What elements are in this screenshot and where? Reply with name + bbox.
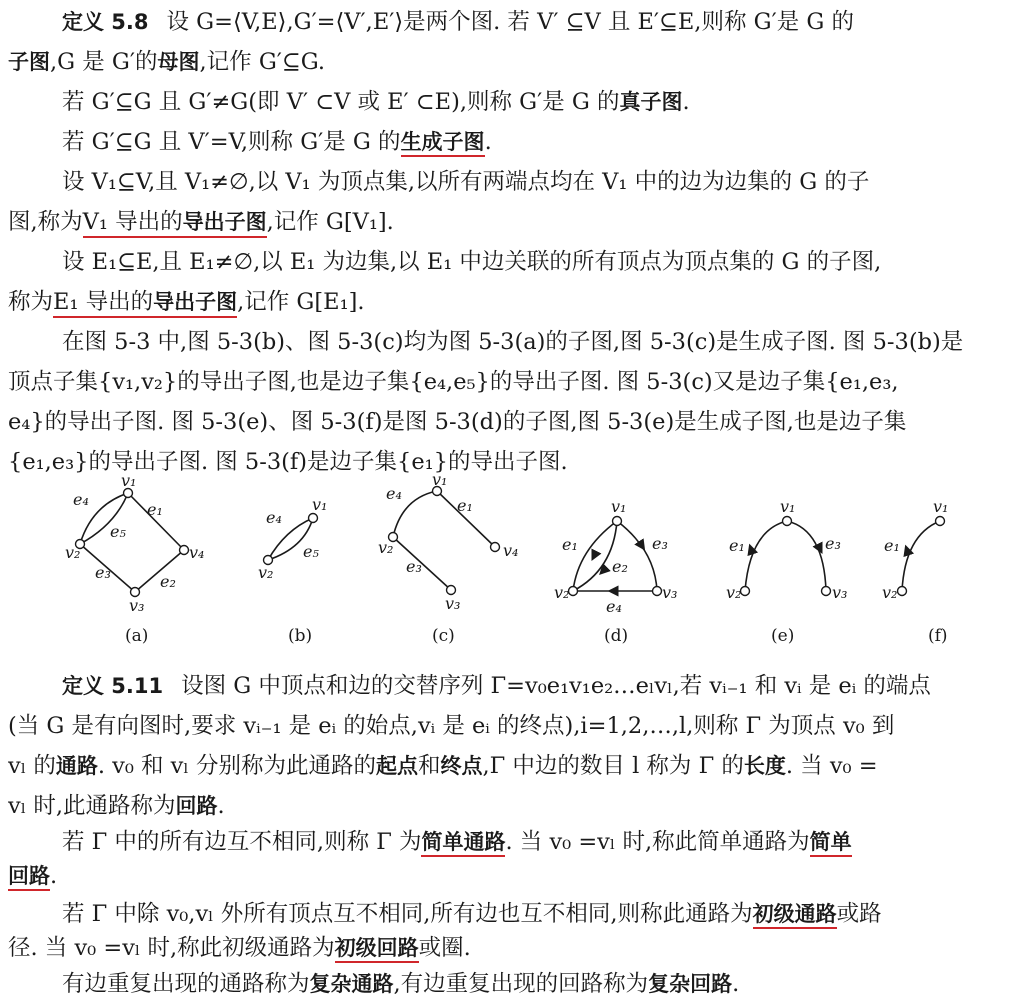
text: . 当 v₀ = bbox=[785, 753, 878, 779]
text: 有边重复出现的通路称为 bbox=[62, 971, 310, 997]
caption-f: (f) bbox=[928, 626, 948, 646]
complex-path-line bbox=[8, 964, 1016, 1004]
graph-f bbox=[882, 497, 948, 602]
vertex-b-v1 bbox=[309, 514, 318, 523]
figure-5-3 bbox=[0, 470, 1024, 660]
vertex-c-v4 bbox=[491, 543, 500, 552]
text: 称为 bbox=[8, 289, 54, 315]
label-d-e1: e₁ bbox=[562, 535, 578, 554]
term-supergraph: 母图 bbox=[157, 50, 200, 74]
label-c-v1: v₁ bbox=[432, 470, 448, 489]
edge-c-e3 bbox=[393, 537, 451, 590]
vertex-d-v1 bbox=[613, 517, 622, 526]
vertex-d-v2 bbox=[569, 587, 578, 596]
edge-e-e3 bbox=[787, 521, 826, 591]
vertex-a-v4 bbox=[180, 546, 189, 555]
label-a-e1: e₁ bbox=[147, 500, 163, 519]
text: . bbox=[50, 863, 58, 889]
term-spanning-subgraph: 生成子图 bbox=[401, 130, 485, 157]
text: ,有边重复出现的回路称为 bbox=[393, 971, 649, 997]
graph-d bbox=[554, 497, 677, 616]
label-c-v2: v₂ bbox=[378, 538, 394, 557]
term-simple-circuit-part1: 简单 bbox=[810, 830, 852, 857]
label-e-e3: e₃ bbox=[825, 534, 841, 553]
text: . bbox=[732, 971, 740, 997]
label-a-e3: e₃ bbox=[95, 563, 111, 582]
text: 设图 G 中顶点和边的交替序列 Γ=v₀e₁v₁e₂…eₗvₗ,若 vᵢ₋₁ 和 vᵢ 是 eᵢ 的端点 bbox=[181, 673, 931, 699]
graph-a bbox=[65, 471, 204, 615]
text: . bbox=[217, 793, 225, 819]
vertex-induced-line1 bbox=[8, 162, 1016, 202]
text: 若 G′⊆G 且 G′≠G(即 V′ ⊂V 或 E′ ⊂E),则称 G′是 G 的 bbox=[62, 89, 620, 115]
vertex-f-v2 bbox=[898, 587, 907, 596]
vertex-e-v1 bbox=[783, 517, 792, 526]
edge-induced-line1 bbox=[8, 242, 1016, 282]
label-b-v1: v₁ bbox=[312, 495, 328, 514]
proper-subgraph-line: 若 G′⊆G 且 G′≠G(即 V′ ⊂V 或 E′ ⊂E),则称 G′是 G 的真子图. bbox=[62, 89, 690, 115]
edge-e-e1 bbox=[745, 521, 787, 591]
text: ,Γ 中边的数目 l 称为 Γ 的 bbox=[482, 753, 744, 779]
term-vertex-induced-subgraph: 导出子图 bbox=[182, 210, 267, 234]
text: . v₀ 和 vₗ 分别称为此通路的 bbox=[97, 753, 376, 779]
label-a-e4: e₄ bbox=[73, 490, 89, 509]
def58-line2 bbox=[8, 42, 1016, 82]
text: 或圈. bbox=[418, 935, 471, 961]
term-complex-path: 复杂通路 bbox=[309, 972, 394, 996]
def511-line1 bbox=[8, 666, 1016, 706]
caption-e: (e) bbox=[771, 626, 795, 646]
label-a-v1: v₁ bbox=[121, 471, 137, 490]
vertex-f-v1 bbox=[936, 517, 945, 526]
text: 设 V₁⊆V,且 V₁≠∅,以 V₁ 为顶点集,以所有两端点均在 V₁ 中的边为边集的 G 的子 bbox=[62, 169, 870, 195]
def511-line4 bbox=[8, 786, 1016, 826]
text: 图,称为 bbox=[8, 209, 83, 235]
term-elementary-path: 初级通路 bbox=[753, 902, 837, 929]
def58-line1 bbox=[8, 2, 1016, 42]
vertex-d-v3 bbox=[653, 587, 662, 596]
text: 顶点子集{v₁,v₂}的导出子图,也是边子集{e₄,e₅}的导出子图. 图 5-3(c)又是边子集{e₁,e₃, bbox=[8, 369, 899, 395]
label-d-e4: e₄ bbox=[606, 597, 622, 616]
term-proper-subgraph: 真子图 bbox=[619, 90, 683, 114]
text: 径. 当 v₀ =vₗ 时,称此初级通路为 bbox=[8, 935, 335, 961]
label-f-e1: e₁ bbox=[884, 536, 900, 555]
simple-circuit-line bbox=[8, 856, 1016, 896]
graph-c bbox=[378, 470, 518, 613]
edge-f-e1 bbox=[902, 521, 940, 591]
term-complex-circuit: 复杂回路 bbox=[648, 972, 733, 996]
text: ,记作 G[E₁]. bbox=[237, 289, 365, 315]
label-c-v4: v₄ bbox=[503, 541, 519, 560]
term-start-point: 起点 bbox=[376, 754, 418, 778]
text: e₄}的导出子图. 图 5-3(e)、图 5-3(f)是图 5-3(d)的子图,图 5-3(e)是生成子图,也是边子集 bbox=[8, 409, 907, 435]
term-simple-circuit-part2: 回路 bbox=[8, 864, 50, 891]
def511-title: 定义 5.11 bbox=[62, 674, 164, 698]
text: vₗ 时,此通路称为 bbox=[8, 793, 176, 819]
label-c-e4: e₄ bbox=[386, 484, 402, 503]
edge-d-e1 bbox=[573, 521, 617, 591]
text: ,记作 G[V₁]. bbox=[266, 209, 394, 235]
term-closed-walk: 回路 bbox=[175, 794, 218, 818]
caption-a: (a) bbox=[125, 626, 149, 646]
text: 设 E₁⊆E,且 E₁≠∅,以 E₁ 为边集,以 E₁ 中边关联的所有顶点为顶点集的 G 的子图, bbox=[62, 249, 882, 275]
label-f-v2: v₂ bbox=[882, 583, 898, 602]
term-length: 长度 bbox=[743, 754, 786, 778]
label-d-v3: v₃ bbox=[662, 583, 678, 602]
def58-title: 定义 5.8 bbox=[62, 10, 149, 34]
term-elementary-circuit: 初级回路 bbox=[335, 936, 419, 963]
spanning-subgraph-line: 若 G′⊆G 且 V′=V,则称 G′是 G 的生成子图. bbox=[62, 129, 492, 155]
graph-b bbox=[258, 495, 327, 582]
label-e-v3: v₃ bbox=[832, 583, 848, 602]
text: 和 bbox=[418, 753, 441, 779]
label-d-e3: e₃ bbox=[652, 534, 668, 553]
text: 或路 bbox=[836, 901, 882, 927]
text: . 当 v₀ =vₗ 时,称此简单通路为 bbox=[505, 829, 810, 855]
vertex-e-v3 bbox=[822, 587, 831, 596]
label-a-v2: v₂ bbox=[65, 543, 81, 562]
label-a-e5: e₅ bbox=[110, 522, 126, 541]
example-line3 bbox=[8, 402, 1016, 442]
edge-induced-line2 bbox=[8, 282, 1016, 322]
elementary-circuit-line bbox=[8, 928, 1016, 968]
label-c-v3: v₃ bbox=[445, 594, 461, 613]
edge-d-e3 bbox=[617, 521, 657, 591]
edge-d-e2 bbox=[573, 521, 617, 591]
example-line2 bbox=[8, 362, 1016, 402]
caption-c: (c) bbox=[432, 626, 455, 646]
label-e-e1: e₁ bbox=[729, 536, 745, 555]
label-e-v2: v₂ bbox=[726, 583, 742, 602]
label-e-v1: v₁ bbox=[780, 497, 796, 516]
term-simple-path: 简单通路 bbox=[421, 830, 505, 857]
term-walk: 通路 bbox=[55, 754, 98, 778]
label-d-v1: v₁ bbox=[611, 497, 627, 516]
vertex-e-v2 bbox=[741, 587, 750, 596]
text: E₁ 导出的 bbox=[53, 289, 154, 315]
graph-e bbox=[726, 497, 847, 602]
def511-line2 bbox=[8, 706, 1016, 746]
example-line1 bbox=[8, 322, 1016, 362]
text: (当 G 是有向图时,要求 vᵢ₋₁ 是 eᵢ 的始点,vᵢ 是 eᵢ 的终点),i=1,2,…,l,则称 Γ 为顶点 v₀ 到 bbox=[8, 713, 895, 739]
caption-b: (b) bbox=[288, 626, 313, 646]
text: 若 Γ 中的所有边互不相同,则称 Γ 为 bbox=[62, 829, 422, 855]
term-subgraph: 子图 bbox=[8, 50, 50, 74]
term-end-point: 终点 bbox=[440, 754, 483, 778]
label-d-v2: v₂ bbox=[554, 583, 570, 602]
text: V₁ 导出的 bbox=[82, 209, 183, 235]
text: ,G 是 G′的 bbox=[50, 49, 158, 75]
text: 在图 5-3 中,图 5-3(b)、图 5-3(c)均为图 5-3(a)的子图,图 5-3(c)是生成子图. 图 5-3(b)是 bbox=[62, 329, 964, 355]
label-a-e2: e₂ bbox=[160, 572, 176, 591]
def511-line3 bbox=[8, 746, 1016, 786]
label-f-v1: v₁ bbox=[933, 497, 949, 516]
label-a-v4: v₄ bbox=[189, 543, 205, 562]
caption-d: (d) bbox=[604, 626, 629, 646]
vertex-induced-line2 bbox=[8, 202, 1016, 242]
term-edge-induced-subgraph: 导出子图 bbox=[153, 290, 238, 314]
text: 若 Γ 中除 v₀,vₗ 外所有顶点互不相同,所有边也互不相同,则称此通路为 bbox=[62, 901, 753, 927]
text: ,记作 G′⊆G. bbox=[199, 49, 326, 75]
text: {e₁,e₃}的导出子图. 图 5-3(f)是边子集{e₁}的导出子图. bbox=[8, 449, 568, 475]
text: vₗ 的 bbox=[8, 753, 56, 779]
label-a-v3: v₃ bbox=[129, 596, 145, 615]
label-c-e3: e₃ bbox=[406, 557, 422, 576]
label-c-e1: e₁ bbox=[457, 496, 473, 515]
text: 若 G′⊆G 且 V′=V,则称 G′是 G 的 bbox=[62, 129, 401, 155]
label-d-e2: e₂ bbox=[612, 557, 628, 576]
label-b-e4: e₄ bbox=[266, 508, 282, 527]
def58-text: 设 G=⟨V,E⟩,G′=⟨V′,E′⟩是两个图. 若 V′ ⊆V 且 E′⊆E,则称 G′是 G 的 bbox=[166, 9, 854, 35]
label-b-e5: e₅ bbox=[303, 542, 319, 561]
label-b-v2: v₂ bbox=[258, 563, 274, 582]
